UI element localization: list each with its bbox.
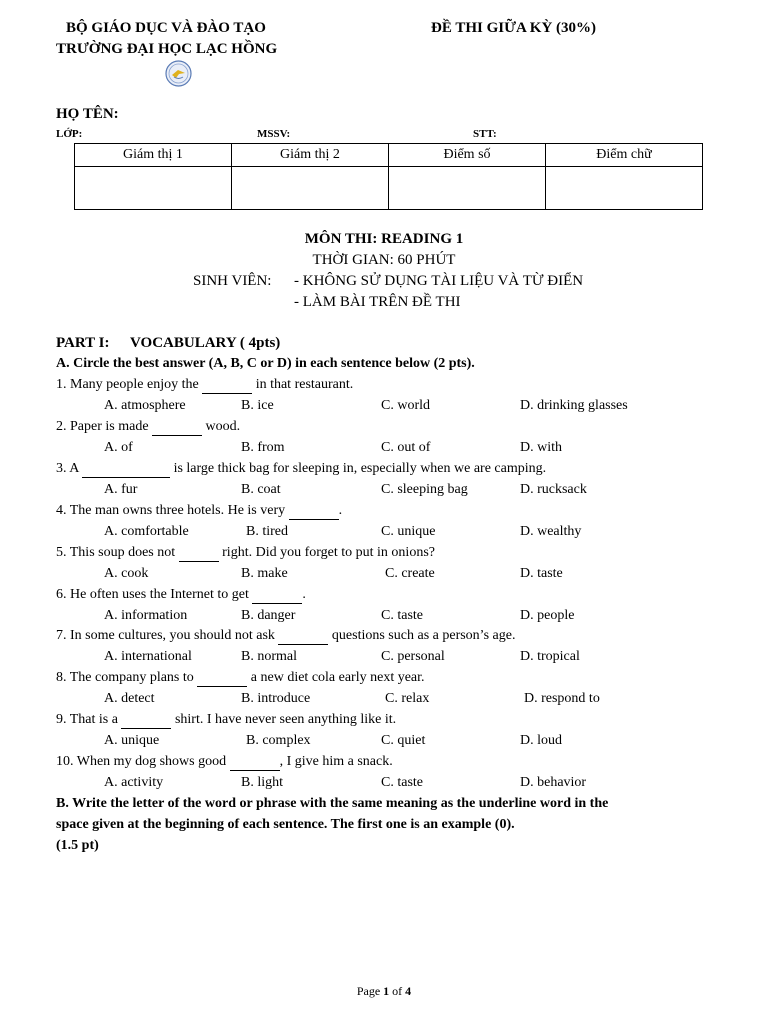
order-number-label: STT: xyxy=(473,128,497,140)
question-10-option-c[interactable]: C. taste xyxy=(381,775,423,790)
university-name: TRƯỜNG ĐẠI HỌC LẠC HỒNG xyxy=(56,41,278,57)
question-4-option-a[interactable]: A. comfortable xyxy=(104,524,189,539)
question-10-option-d[interactable]: D. behavior xyxy=(520,775,587,790)
proctor-2-cell xyxy=(232,167,389,210)
question-1: 1. Many people enjoy the in that restaurant. xyxy=(56,377,354,392)
question-7-option-a[interactable]: A. international xyxy=(104,649,192,664)
name-label: HỌ TÊN: xyxy=(56,106,119,122)
question-4-option-c[interactable]: C. unique xyxy=(381,524,436,539)
question-3-option-c[interactable]: C. sleeping bag xyxy=(381,482,468,497)
answer-blank[interactable] xyxy=(289,503,339,520)
question-7-option-b[interactable]: B. normal xyxy=(241,649,297,664)
question-6-option-c[interactable]: C. taste xyxy=(381,608,423,623)
answer-blank[interactable] xyxy=(197,670,247,687)
rule-answer-on-paper: - LÀM BÀI TRÊN ĐỀ THI xyxy=(294,294,461,310)
question-9-option-c[interactable]: C. quiet xyxy=(381,733,426,748)
exam-title: ĐỀ THI GIỮA KỲ (30%) xyxy=(431,20,597,36)
question-7: 7. In some cultures, you should not ask questions such as a person’s age. xyxy=(56,628,516,643)
question-4-option-b[interactable]: B. tired xyxy=(246,524,288,539)
question-1-option-d[interactable]: D. drinking glasses xyxy=(520,398,628,413)
part-1-subtitle: VOCABULARY ( 4pts) xyxy=(130,335,281,351)
score-number-header: Điểm số xyxy=(389,144,546,167)
question-8-option-b[interactable]: B. introduce xyxy=(241,691,311,706)
answer-blank[interactable] xyxy=(121,712,171,729)
page-footer: Page 1 of 4 xyxy=(356,984,412,998)
section-b-points: (1.5 pt) xyxy=(56,838,99,853)
question-1-option-a[interactable]: A. atmosphere xyxy=(104,398,186,413)
question-6-option-d[interactable]: D. people xyxy=(520,608,575,623)
question-5-option-a[interactable]: A. cook xyxy=(104,566,149,581)
score-words-cell xyxy=(546,167,703,210)
question-6-option-b[interactable]: B. danger xyxy=(241,608,296,623)
question-8-option-a[interactable]: A. detect xyxy=(104,691,155,706)
exam-subject: MÔN THI: READING 1 xyxy=(304,231,464,247)
question-1-option-b[interactable]: B. ice xyxy=(241,398,274,413)
answer-blank[interactable] xyxy=(230,754,280,771)
question-8: 8. The company plans to a new diet cola early next year. xyxy=(56,670,425,685)
proctor-1-cell xyxy=(75,167,232,210)
rules-label: SINH VIÊN: xyxy=(193,273,272,289)
question-9: 9. That is a shirt. I have never seen anything like it. xyxy=(56,712,397,727)
answer-blank[interactable] xyxy=(179,545,219,562)
answer-blank[interactable] xyxy=(82,461,170,478)
score-table xyxy=(74,143,703,210)
question-3-option-d[interactable]: D. rucksack xyxy=(520,482,587,497)
question-10: 10. When my dog shows good , I give him a snack. xyxy=(56,754,393,769)
question-4-option-d[interactable]: D. wealthy xyxy=(520,524,582,539)
question-3: 3. A is large thick bag for sleeping in, especially when we are camping. xyxy=(56,461,547,476)
answer-blank[interactable] xyxy=(152,419,202,436)
ministry-name: BỘ GIÁO DỤC VÀ ĐÀO TẠO xyxy=(66,20,266,36)
question-5-option-d[interactable]: D. taste xyxy=(520,566,563,581)
question-2-option-b[interactable]: B. from xyxy=(241,440,285,455)
question-3-option-b[interactable]: B. coat xyxy=(241,482,281,497)
question-8-option-c[interactable]: C. relax xyxy=(385,691,430,706)
exam-time: THỜI GIAN: 60 PHÚT xyxy=(312,252,456,268)
student-id-label: MSSV: xyxy=(257,128,291,140)
question-8-option-d[interactable]: D. respond to xyxy=(524,691,600,706)
question-7-option-c[interactable]: C. personal xyxy=(381,649,445,664)
section-a-instructions: A. Circle the best answer (A, B, C or D) in each sentence below (2 pts). xyxy=(56,356,475,371)
question-2: 2. Paper is made wood. xyxy=(56,419,241,434)
question-2-option-a[interactable]: A. of xyxy=(104,440,133,455)
class-label: LỚP: xyxy=(56,128,83,140)
part-1-title: PART I: xyxy=(56,335,110,351)
answer-blank[interactable] xyxy=(278,628,328,645)
rule-no-materials: - KHÔNG SỬ DỤNG TÀI LIỆU VÀ TỪ ĐIỂN xyxy=(294,273,584,289)
score-number-cell xyxy=(389,167,546,210)
university-logo-icon xyxy=(165,60,192,87)
question-2-option-c[interactable]: C. out of xyxy=(381,440,431,455)
question-9-option-d[interactable]: D. loud xyxy=(520,733,562,748)
section-b-instructions-line-1: B. Write the letter of the word or phrase with the same meaning as the underline word in the xyxy=(56,796,609,811)
proctor-1-header: Giám thị 1 xyxy=(75,144,232,167)
answer-blank[interactable] xyxy=(252,587,302,604)
question-9-option-a[interactable]: A. unique xyxy=(104,733,160,748)
question-1-option-c[interactable]: C. world xyxy=(381,398,430,413)
question-7-option-d[interactable]: D. tropical xyxy=(520,649,580,664)
question-5: 5. This soup does not right. Did you forget to put in onions? xyxy=(56,545,435,560)
answer-blank[interactable] xyxy=(202,377,252,394)
proctor-2-header: Giám thị 2 xyxy=(232,144,389,167)
question-5-option-c[interactable]: C. create xyxy=(385,566,435,581)
section-b-instructions-line-2: space given at the beginning of each sentence. The first one is an example (0). xyxy=(56,817,515,832)
question-9-option-b[interactable]: B. complex xyxy=(246,733,311,748)
question-5-option-b[interactable]: B. make xyxy=(241,566,288,581)
question-10-option-a[interactable]: A. activity xyxy=(104,775,164,790)
question-2-option-d[interactable]: D. with xyxy=(520,440,562,455)
question-3-option-a[interactable]: A. fur xyxy=(104,482,138,497)
question-10-option-b[interactable]: B. light xyxy=(241,775,284,790)
question-6-option-a[interactable]: A. information xyxy=(104,608,188,623)
question-4: 4. The man owns three hotels. He is very . xyxy=(56,503,343,518)
score-words-header: Điểm chữ xyxy=(546,144,703,167)
question-6: 6. He often uses the Internet to get . xyxy=(56,587,306,602)
